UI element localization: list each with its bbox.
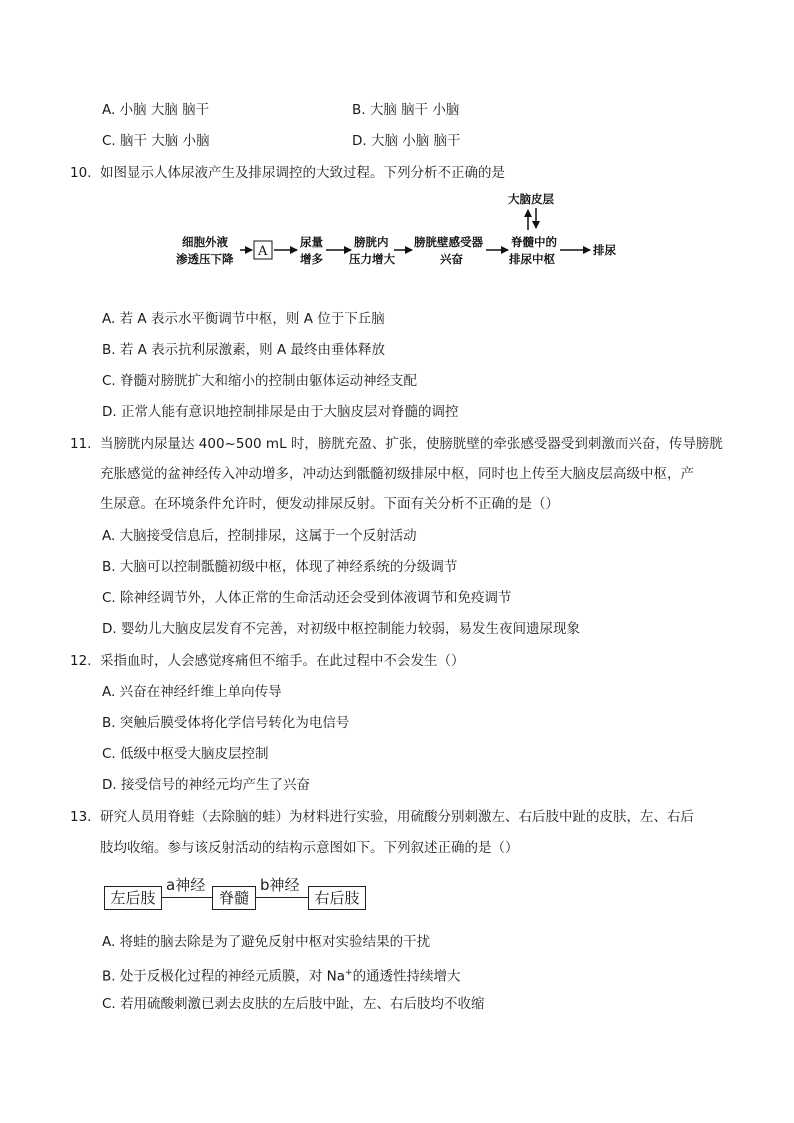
q10-option-a: A. 若 A 表示水平衡调节中枢，则 A 位于下丘脑 <box>102 311 385 327</box>
q12-option-d: D. 接受信号的神经元均产生了兴奋 <box>102 777 310 793</box>
q13-stem-line2: 肢均收缩。参与该反射活动的结构示意图如下。下列叙述正确的是（） <box>100 840 519 856</box>
q10-urination-diagram <box>0 186 794 286</box>
q11-option-d: D. 婴幼儿大脑皮层发育不完善，对初级中枢控制能力较弱，易发生夜间遗尿现象 <box>102 621 580 637</box>
q12-option-a: A. 兴奋在神经纤维上单向传导 <box>102 684 282 700</box>
left-limb-box: 左后肢 <box>104 886 162 910</box>
bladder-label-line1: 膀胱内 <box>354 235 389 249</box>
nerve-b-label: b神经 <box>260 876 300 894</box>
q9-option-d: D. 大脑 小脑 脑干 <box>352 133 461 149</box>
receptor-label-line1: 膀胱壁感受器 <box>414 235 483 249</box>
q10-number: 10. <box>70 165 92 181</box>
q13-option-b-sup: + <box>345 968 353 978</box>
q11-option-a: A. 大脑接受信息后，控制排尿，这属于一个反射活动 <box>102 528 417 544</box>
q13-option-a: A. 将蛙的脑去除是为了避免反射中枢对实验结果的干扰 <box>102 934 431 950</box>
cerebral-cortex-label: 大脑皮层 <box>508 192 554 206</box>
q13-option-c: C. 若用硫酸刺激已剥去皮肤的左后肢中趾，左、右后肢均不收缩 <box>102 996 485 1012</box>
q13-option-b-pre: B. 处于反极化过程的神经元质膜，对 Na <box>102 968 346 985</box>
q10-option-c: C. 脊髓对膀胱扩大和缩小的控制由躯体运动神经支配 <box>102 373 418 389</box>
q11-stem-line1: 当膀胱内尿量达 400~500 mL 时，膀胱充盈、扩张，使膀胱壁的牵张感受器受到刺激而兴奋，传导膀胱 <box>100 436 723 452</box>
q12-option-b: B. 突触后膜受体将化学信号转化为电信号 <box>102 715 350 731</box>
q13-stem-line1: 研究人员用脊蛙（去除脑的蛙）为材料进行实验，用硫酸分别刺激左、右后肢中趾的皮肤，左、右后 <box>100 809 694 825</box>
start-label-line1: 细胞外液 <box>182 235 228 249</box>
q13-number: 13. <box>70 809 92 825</box>
q11-number: 11. <box>70 436 92 452</box>
q12-option-c: C. 低级中枢受大脑皮层控制 <box>102 746 269 762</box>
spinal-cord-box: 脊髓 <box>212 886 256 910</box>
right-limb-box: 右后肢 <box>308 886 366 910</box>
nerve-b-line <box>256 897 308 898</box>
q11-option-b: B. 大脑可以控制骶髓初级中枢，体现了神经系统的分级调节 <box>102 559 458 575</box>
box-a-label: A <box>258 244 268 259</box>
urine-label-line1: 尿量 <box>300 235 323 249</box>
q13-reflex-diagram <box>0 874 794 914</box>
q9-option-b: B. 大脑 脑干 小脑 <box>352 102 460 118</box>
spinal-label-line2: 排尿中枢 <box>509 252 555 266</box>
q10-option-b: B. 若 A 表示抗利尿激素，则 A 最终由垂体释放 <box>102 342 385 358</box>
q11-stem-line2: 充胀感觉的盆神经传入冲动增多，冲动达到骶髓初级排尿中枢，同时也上传至大脑皮层高级中枢，产 <box>100 466 694 482</box>
q13-option-b-post: 的通透性持续增大 <box>352 968 461 985</box>
q9-option-c: C. 脑干 大脑 小脑 <box>102 133 210 149</box>
start-label-line2: 渗透压下降 <box>176 252 234 266</box>
q12-stem: 采指血时，人会感觉疼痛但不缩手。在此过程中不会发生（） <box>100 653 465 669</box>
q12-number: 12. <box>70 653 92 669</box>
q10-option-d: D. 正常人能有意识地控制排尿是由于大脑皮层对脊髓的调控 <box>102 404 459 420</box>
q10-stem: 如图显示人体尿液产生及排尿调控的大致过程。下列分析不正确的是 <box>100 165 505 181</box>
receptor-label-line2: 兴奋 <box>440 252 463 266</box>
q9-option-a: A. 小脑 大脑 脑干 <box>102 102 210 118</box>
bladder-label-line2: 压力增大 <box>349 252 395 266</box>
nerve-a-label: a神经 <box>166 876 206 894</box>
q13-option-b <box>102 963 461 987</box>
nerve-a-line <box>162 897 212 898</box>
spinal-label-line1: 脊髓中的 <box>511 235 557 249</box>
urination-label: 排尿 <box>593 243 616 257</box>
urine-label-line2: 增多 <box>300 252 323 266</box>
q11-stem-line3: 生尿意。在环境条件允许时，便发动排尿反射。下面有关分析不正确的是（） <box>100 496 559 512</box>
q11-option-c: C. 除神经调节外，人体正常的生命活动还会受到体液调节和免疫调节 <box>102 590 512 606</box>
